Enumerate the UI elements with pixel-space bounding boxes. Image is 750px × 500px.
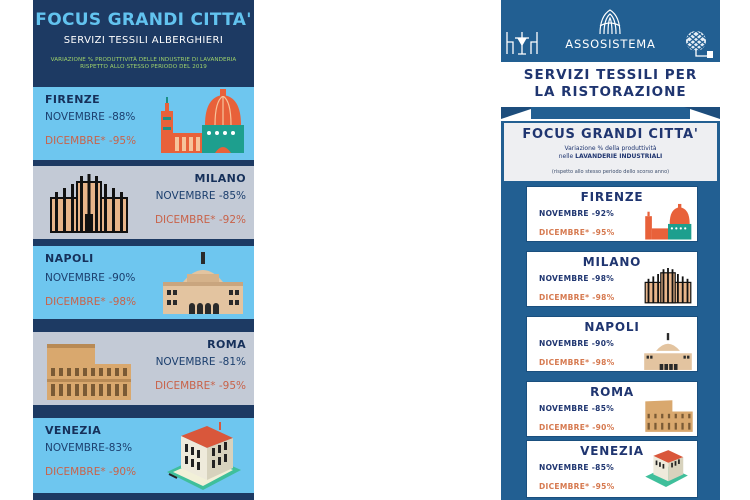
left-city-row-roma [33,332,254,405]
dicembre-value: DICEMBRE* -98% [539,293,615,302]
milan-cathedral-icon [643,268,693,304]
focus-note: (rispetto allo stesso periodo dello scorso anno) [551,169,670,175]
city-name: ROMA [207,338,246,351]
city-name: ROMA [590,385,634,399]
novembre-value: NOVEMBRE -90% [45,272,136,284]
assosistema-logo-icon [597,8,623,36]
left-description-line2: RISPETTO ALLO STESSO PERIODO DEL 2019 [80,64,207,70]
textile-weave-icon [683,29,715,59]
restaurant-table-icon [505,30,539,56]
colosseum-icon [643,398,695,433]
focus-description-line2 [504,153,717,161]
focus-description [504,145,717,161]
right-infographic-restaurant-textiles [501,0,720,500]
left-city-row-milano [33,166,254,239]
naples-basilica-icon [161,252,245,314]
novembre-value: NOVEMBRE -85% [155,190,246,202]
venice-palazzo-icon [163,422,243,492]
novembre-value: NOVEMBRE -92% [539,209,615,218]
city-name: MILANO [582,255,642,269]
city-name: NAPOLI [584,320,640,334]
banner-title-line1: SERVIZI TESSILI PER [523,67,698,83]
left-infographic-hotel-textiles [33,0,254,500]
colosseum-icon [43,340,135,402]
florence-duomo-icon [643,203,693,241]
left-footer-strip [33,493,254,500]
city-name: MILANO [194,172,246,185]
city-name: NAPOLI [45,252,94,265]
dicembre-value: DICEMBRE* -98% [45,296,137,308]
dicembre-value: DICEMBRE* -90% [45,466,137,478]
novembre-value: NOVEMBRE -88% [45,111,136,123]
novembre-value: NOVEMBRE -90% [539,339,615,348]
city-name: FIRENZE [580,190,644,204]
left-title: FOCUS GRANDI CITTA' [35,10,252,30]
milan-cathedral-icon [49,174,129,234]
right-city-card-venezia [526,440,698,498]
florence-duomo-icon [157,89,247,154]
left-header [33,0,254,82]
venice-palazzo-icon [643,447,689,489]
novembre-value: NOVEMBRE -98% [539,274,615,283]
novembre-value: NOVEMBRE-83% [45,442,133,454]
left-description-line1: VARIAZIONE % PRODUTTIVITÀ DELLE INDUSTRIE DI LAVANDERIA [50,57,237,63]
brand-header [501,0,720,62]
city-name: FIRENZE [45,93,101,106]
left-city-row-napoli [33,246,254,319]
dicembre-value: DICEMBRE* -92% [154,214,246,226]
ribbon-right-fold [684,107,720,119]
naples-basilica-icon [643,333,693,370]
left-city-row-firenze [33,87,254,160]
dicembre-value: DICEMBRE* -95% [45,135,137,147]
right-city-card-roma [526,381,698,437]
left-subtitle: SERVIZI TESSILI ALBERGHIERI [63,35,224,46]
dicembre-value: DICEMBRE* -95% [539,228,615,237]
city-name: VENEZIA [580,444,644,458]
dicembre-value: DICEMBRE* -90% [539,423,615,432]
ribbon-band [531,107,690,119]
right-city-card-firenze [526,186,698,242]
right-city-card-milano [526,251,698,307]
banner-title-line2: LA RISTORAZIONE [534,84,687,100]
focus-title: FOCUS GRANDI CITTA' [522,127,699,142]
dicembre-value: DICEMBRE* -95% [539,482,615,491]
focus-description-prefix: nelle [558,153,576,160]
right-city-card-napoli [526,316,698,372]
novembre-value: NOVEMBRE -85% [539,463,615,472]
title-banner [501,62,720,107]
focus-description-line1: Variazione % della produttività [564,145,657,152]
focus-section [504,123,717,181]
left-city-row-venezia [33,418,254,493]
banner-title [501,67,720,101]
banner-ribbon [501,107,720,121]
dicembre-value: DICEMBRE* -98% [539,358,615,367]
novembre-value: NOVEMBRE -81% [155,356,246,368]
city-name: VENEZIA [45,424,102,437]
dicembre-value: DICEMBRE* -95% [154,380,246,392]
focus-description-bold: LAVANDERIE INDUSTRIALI [575,153,663,160]
left-description [33,57,254,71]
brand-name: ASSOSISTEMA [565,37,656,51]
novembre-value: NOVEMBRE -85% [539,404,615,413]
